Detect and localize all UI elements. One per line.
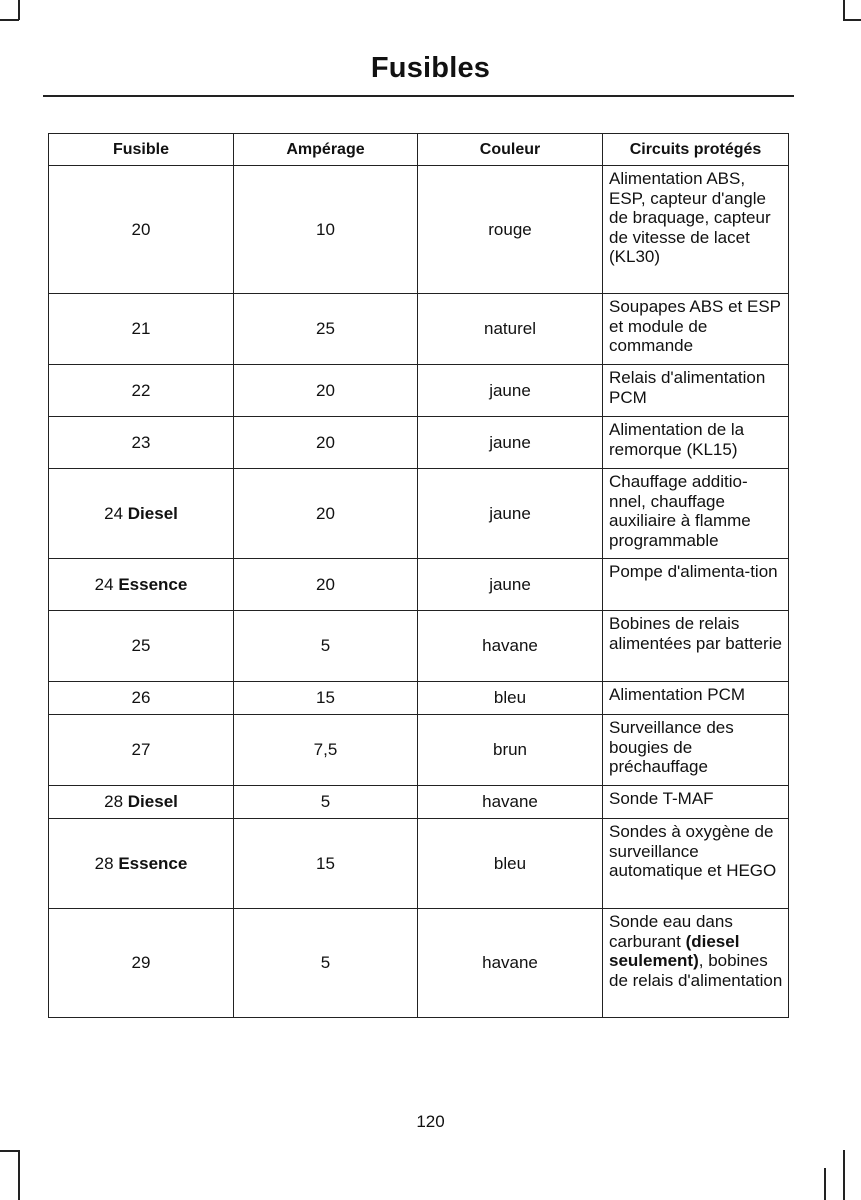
fuse-cell: 25 bbox=[49, 611, 234, 682]
header-amperage: Ampérage bbox=[234, 134, 418, 166]
color-cell: havane bbox=[418, 909, 603, 1018]
title-rule bbox=[43, 95, 794, 97]
fuse-table bbox=[48, 133, 789, 1018]
table-row bbox=[49, 417, 789, 469]
crop-mark bbox=[0, 19, 19, 21]
table-row bbox=[49, 611, 789, 682]
crop-mark bbox=[18, 0, 20, 20]
amperage-cell: 5 bbox=[234, 611, 418, 682]
amperage-cell: 15 bbox=[234, 819, 418, 909]
amperage-cell: 20 bbox=[234, 469, 418, 559]
circuits-cell: Sondes à oxygène de surveillance automatique et HEGO bbox=[603, 819, 789, 909]
fuse-cell: 22 bbox=[49, 365, 234, 417]
crop-mark bbox=[843, 0, 845, 20]
color-cell: havane bbox=[418, 786, 603, 819]
page-title: Fusibles bbox=[370, 52, 491, 84]
circuits-cell: Bobines de relais alimentées par batterie bbox=[603, 611, 789, 682]
color-cell: bleu bbox=[418, 682, 603, 715]
color-cell: naturel bbox=[418, 294, 603, 365]
amperage-cell: 20 bbox=[234, 365, 418, 417]
fuse-cell: 20 bbox=[49, 166, 234, 294]
fuse-cell: 21 bbox=[49, 294, 234, 365]
fuse-cell: 26 bbox=[49, 682, 234, 715]
circuits-cell: Alimentation PCM bbox=[603, 682, 789, 715]
circuits-cell: Relais d'alimentation PCM bbox=[603, 365, 789, 417]
table-header-row bbox=[49, 134, 789, 166]
color-cell: bleu bbox=[418, 819, 603, 909]
fuse-variant: Diesel bbox=[127, 503, 178, 523]
table-row bbox=[49, 365, 789, 417]
table-row bbox=[49, 682, 789, 715]
color-cell: brun bbox=[418, 715, 603, 786]
amperage-cell: 10 bbox=[234, 166, 418, 294]
table-row bbox=[49, 819, 789, 909]
fuse-cell: 28 Essence bbox=[49, 819, 234, 909]
table-body bbox=[49, 166, 789, 1018]
table-row bbox=[49, 166, 789, 294]
fuse-cell: 28 Diesel bbox=[49, 786, 234, 819]
color-cell: jaune bbox=[418, 365, 603, 417]
header-fusible: Fusible bbox=[49, 134, 234, 166]
amperage-cell: 25 bbox=[234, 294, 418, 365]
circuits-emphasis: (diesel seulement) bbox=[609, 931, 740, 970]
fuse-cell: 23 bbox=[49, 417, 234, 469]
header-circuits: Circuits protégés bbox=[603, 134, 789, 166]
circuits-cell: Alimentation de la remorque (KL15) bbox=[603, 417, 789, 469]
fuse-cell: 24 Diesel bbox=[49, 469, 234, 559]
fuse-cell: 27 bbox=[49, 715, 234, 786]
amperage-cell: 7,5 bbox=[234, 715, 418, 786]
circuits-cell: Pompe d'alimenta-tion bbox=[603, 559, 789, 611]
fuse-variant: Diesel bbox=[127, 792, 178, 811]
amperage-cell: 20 bbox=[234, 559, 418, 611]
crop-mark bbox=[843, 19, 861, 21]
crop-mark bbox=[0, 1150, 19, 1152]
color-cell: havane bbox=[418, 611, 603, 682]
amperage-cell: 20 bbox=[234, 417, 418, 469]
color-cell: jaune bbox=[418, 559, 603, 611]
table-row bbox=[49, 909, 789, 1018]
amperage-cell: 5 bbox=[234, 786, 418, 819]
circuits-cell: Alimentation ABS, ESP, capteur d'angle de braquage, capteur de vitesse de lacet (KL30) bbox=[603, 166, 789, 294]
circuits-cell: Sonde T-MAF bbox=[603, 786, 789, 819]
circuits-cell: Chauffage additio-nnel, chauffage auxiliaire à flamme programmable bbox=[603, 469, 789, 559]
page-number: 120 bbox=[416, 1112, 445, 1131]
color-cell: jaune bbox=[418, 469, 603, 559]
crop-mark bbox=[843, 1150, 845, 1200]
color-cell: jaune bbox=[418, 417, 603, 469]
crop-mark bbox=[824, 1168, 826, 1200]
circuits-cell: Surveillance des bougies de préchauffage bbox=[603, 715, 789, 786]
color-cell: rouge bbox=[418, 166, 603, 294]
table-row bbox=[49, 786, 789, 819]
amperage-cell: 5 bbox=[234, 909, 418, 1018]
table-row bbox=[49, 294, 789, 365]
circuits-cell: Sonde eau dans carburant (diesel seulement), bobines de relais d'alimentation bbox=[603, 909, 789, 1018]
circuits-cell: Soupapes ABS et ESP et module de commande bbox=[603, 294, 789, 365]
fuse-cell: 29 bbox=[49, 909, 234, 1018]
fuse-variant: Essence bbox=[118, 853, 188, 873]
fuse-variant: Essence bbox=[118, 574, 188, 594]
table-row bbox=[49, 715, 789, 786]
header-couleur: Couleur bbox=[418, 134, 603, 166]
crop-mark bbox=[18, 1150, 20, 1200]
amperage-cell: 15 bbox=[234, 682, 418, 715]
table-row bbox=[49, 469, 789, 559]
fuse-cell: 24 Essence bbox=[49, 559, 234, 611]
table-row bbox=[49, 559, 789, 611]
